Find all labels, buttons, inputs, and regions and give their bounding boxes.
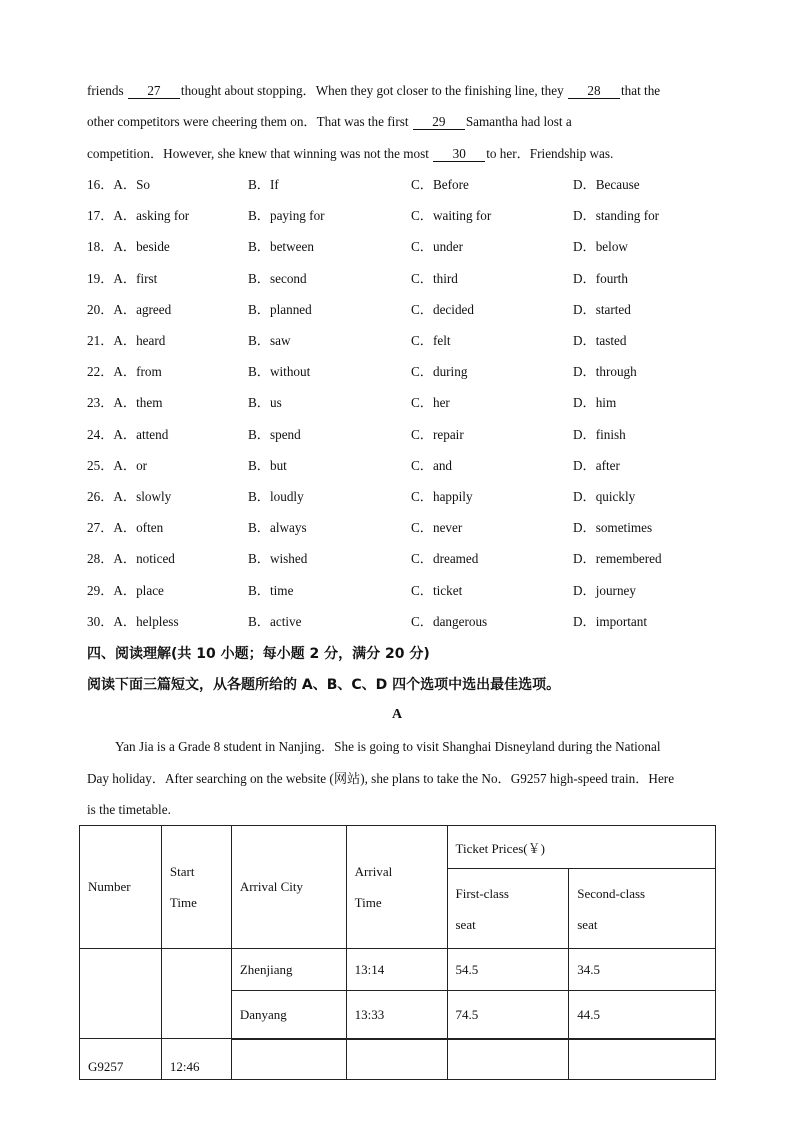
timetable <box>79 825 716 1080</box>
option-c: C．repair <box>411 426 464 442</box>
option-c: C．Before <box>411 177 469 192</box>
option-d: D．fourth <box>573 270 628 286</box>
option-row <box>87 206 727 226</box>
train-number: G9257 <box>80 949 162 1080</box>
passage-line-3: competition．However, she knew that winning was not the most 30 to her．Friendship was. <box>87 146 614 161</box>
option-row <box>87 518 727 538</box>
option-b: B．between <box>248 239 314 255</box>
option-row <box>87 362 727 382</box>
option-c: C．never <box>411 520 463 536</box>
option-d: D．remembered <box>573 551 662 567</box>
second-class-price: 44.5 <box>569 991 716 1040</box>
page-cut-line <box>79 1038 716 1039</box>
passage-line-1: friends 27 thought about stopping．When they got closer to the finishing line, they 28 that the <box>87 83 661 98</box>
passage-a-label: A <box>391 707 403 722</box>
option-b: B．but <box>248 457 287 473</box>
question-number-and-option-a: 17．A．asking for <box>87 208 190 224</box>
header-number: Number <box>80 826 162 949</box>
header-first-class: First-class seat <box>447 869 569 949</box>
option-c: C．under <box>411 239 464 255</box>
option-b: B．wished <box>248 551 308 567</box>
arrival-time: 13:14 <box>346 949 447 991</box>
option-b: B．always <box>248 520 307 536</box>
option-c: C．felt <box>411 333 451 348</box>
question-number-and-option-a: 24．A．attend <box>87 426 169 442</box>
header-ticket-prices: Ticket Prices(￥) <box>447 826 716 869</box>
option-row <box>87 175 727 195</box>
option-b: B．planned <box>248 301 312 317</box>
passage-line-2: other competitors were cheering them on．That was the first 29 Samantha had lost a <box>87 114 572 129</box>
option-b: B．us <box>248 395 282 411</box>
first-class-price: 74.5 <box>447 991 569 1040</box>
question-number-and-option-a: 27．A．often <box>87 520 164 536</box>
blank-30: 30 <box>433 146 485 162</box>
option-row <box>87 612 727 632</box>
option-b: B．without <box>248 364 311 380</box>
question-number-and-option-a: 23．A．them <box>87 395 163 411</box>
option-b: B．saw <box>248 333 291 348</box>
option-row <box>87 237 727 257</box>
question-number-and-option-a: 29．A．place <box>87 582 164 598</box>
option-d: D．him <box>573 395 617 411</box>
option-c: C．her <box>411 395 450 411</box>
option-d: D．started <box>573 301 631 317</box>
second-class-price: 34.5 <box>569 949 716 991</box>
option-d: D．finish <box>573 426 626 442</box>
option-d: D．after <box>573 457 620 473</box>
blank-29: 29 <box>413 114 465 130</box>
question-number-and-option-a: 18．A．beside <box>87 239 170 255</box>
question-number-and-option-a: 28．A．noticed <box>87 551 175 567</box>
question-number-and-option-a: 19．A．first <box>87 270 158 286</box>
passage-a-line-1: Yan Jia is a Grade 8 student in Nanjing．She is going to visit Shanghai Disneyland during the National <box>115 739 661 754</box>
option-c: C．and <box>411 457 453 473</box>
option-b: B．active <box>248 613 302 629</box>
option-d: D．sometimes <box>573 520 653 536</box>
option-d: D．quickly <box>573 489 636 504</box>
option-row <box>87 456 727 476</box>
option-d: D．journey <box>573 582 636 598</box>
header-start-time: Start Time <box>161 826 231 949</box>
option-b: B．If <box>248 177 279 192</box>
option-b: B．paying for <box>248 208 325 224</box>
option-c: C．happily <box>411 489 473 504</box>
first-class-price: 54.5 <box>447 949 569 991</box>
option-d: D．tasted <box>573 333 627 348</box>
option-row <box>87 425 727 445</box>
blank-27: 27 <box>128 83 180 99</box>
option-row <box>87 269 727 289</box>
start-time: 12:46 <box>161 949 231 1080</box>
option-c: C．during <box>411 364 468 380</box>
option-row <box>87 487 727 507</box>
option-row <box>87 581 727 601</box>
timetable-clip <box>79 825 716 1074</box>
option-row <box>87 549 727 569</box>
option-c: C．third <box>411 270 458 286</box>
question-number-and-option-a: 16．A．So <box>87 177 151 192</box>
question-number-and-option-a: 22．A．from <box>87 364 162 380</box>
option-d: D．standing for <box>573 208 660 224</box>
option-b: B．loudly <box>248 489 304 504</box>
passage-a-line-2: Day holiday．After searching on the website (网站), she plans to take the No．G9257 high-speed train．Here <box>87 771 675 786</box>
option-row <box>87 331 727 351</box>
header-arrival-city: Arrival City <box>231 826 346 949</box>
option-d: D．Because <box>573 177 640 192</box>
header-second-class: Second-class seat <box>569 869 716 949</box>
option-c: C．dreamed <box>411 551 479 567</box>
section-instruction: 阅读下面三篇短文，从各题所给的 A、B、C、D 四个选项中选出最佳选项。 <box>87 677 561 693</box>
passage-a-line-3: is the timetable. <box>87 802 171 817</box>
arrival-city: Zhenjiang <box>231 949 346 991</box>
option-d: D．through <box>573 364 637 380</box>
question-number-and-option-a: 20．A．agreed <box>87 301 172 317</box>
question-number-and-option-a: 26．A．slowly <box>87 489 172 504</box>
header-arrival-time: Arrival Time <box>346 826 447 949</box>
option-b: B．spend <box>248 426 301 442</box>
option-d: D．important <box>573 613 647 629</box>
option-c: C．decided <box>411 301 474 317</box>
option-b: B．second <box>248 270 307 286</box>
question-number-and-option-a: 25．A．or <box>87 457 148 473</box>
option-c: C．dangerous <box>411 613 488 629</box>
question-number-and-option-a: 30．A．helpless <box>87 613 179 629</box>
section-title: 四、阅读理解(共 10 小题；每小题 2 分，满分 20 分) <box>87 646 430 662</box>
table-row <box>80 949 716 991</box>
option-d: D．below <box>573 239 628 255</box>
option-row <box>87 393 727 413</box>
option-c: C．ticket <box>411 582 463 598</box>
blank-28: 28 <box>568 83 620 99</box>
arrival-time: 13:33 <box>346 991 447 1040</box>
option-row <box>87 300 727 320</box>
question-number-and-option-a: 21．A．heard <box>87 333 166 348</box>
arrival-city: Danyang <box>231 991 346 1040</box>
option-b: B．time <box>248 582 294 598</box>
option-c: C．waiting for <box>411 208 492 224</box>
